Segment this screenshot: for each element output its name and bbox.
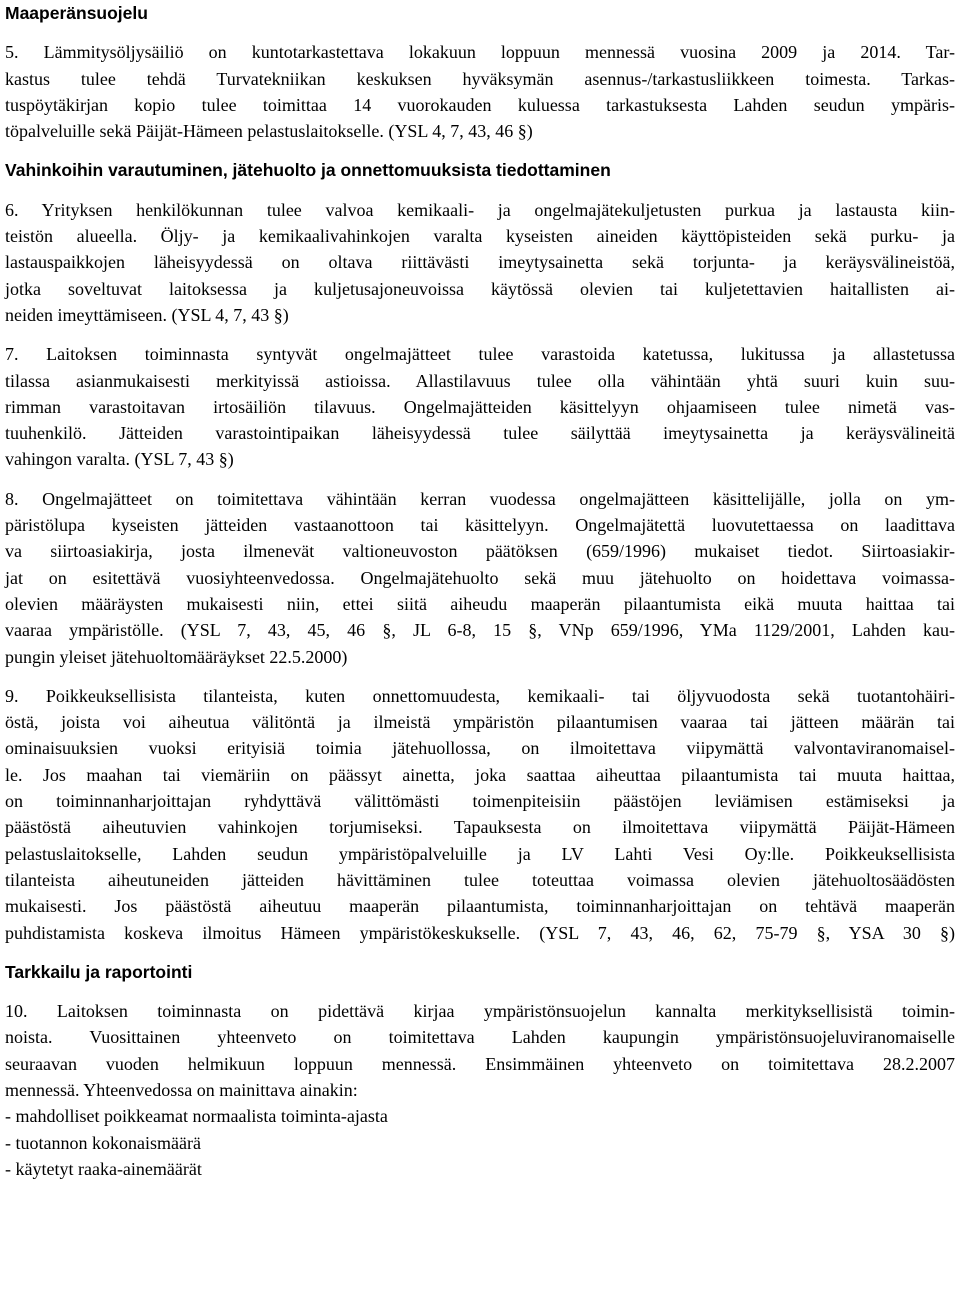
text-line: 10. Laitoksen toiminnasta on pidettävä kirjaa ympäristönsuojelun kannalta merkityksellisistä toimin- [5,1001,955,1022]
text-line: puhdistamista koskeva ilmoitus Hämeen ympäristökeskukselle. (YSL 7, 43, 46, 62, 75-79 §, YSA 30 §) [5,922,955,943]
text-line: tilanteista aiheutuneiden jätteiden hävittäminen tulee toteuttaa voimassa olevien jätehuoltosäädösten [5,869,955,890]
text-line: pungin yleiset jätehuoltomääräykset 22.5.2000) [5,646,348,667]
text-line: päristölupa kyseisten jätteiden vastaanottoon tai käsittelyyn. Ongelmajätettä luovutettaessa on laadittava [5,515,955,536]
text-line: tuuhenkilö. Jätteiden varastointipaikan läheisyydessä tulee säilyttää imeytysainetta ja keräysvälineitä [5,423,955,444]
text-line: 6. Yrityksen henkilökunnan tulee valvoa kemikaali- ja ongelmajätekuljetusten purkua ja lastausta kiin- [5,199,955,220]
document-page [5,0,955,1182]
text-line: ominaisuuksien vuoksi erityisiä toimia jätehuollossa, on ilmoitettava viipymättä valvontaviranomaisel- [5,738,955,759]
text-line: noista. Vuosittainen yhteenveto on toimitettava Lahden kaupungin ympäristönsuojeluviranomaiselle [5,1027,955,1048]
text-line: tilassa asianmukaisesti merkityissä astioissa. Allastilavuus tulee olla vähintään yhtä suuri kuin suu- [5,370,955,391]
text-line: vaaraa ympäristölle. (YSL 7, 43, 45, 46 §, JL 6-8, 15 §, VNp 659/1996, YMa 1129/2001, Lahden kau- [5,620,955,641]
paragraph-8 [5,486,955,670]
text-line: 5. Lämmitysöljysäiliö on kuntotarkastettava lokakuun loppuun mennessä vuosina 2009 ja 2014. Tar- [5,42,955,63]
text-line: vahingon varalta. (YSL 7, 43 §) [5,449,234,470]
text-line: jotka soveltuvat laitoksessa ja kuljetusajoneuvoissa käytössä olevien tai kuljetettavien haitallisten ai- [5,278,955,299]
text-line: töpalveluille sekä Päijät-Hämeen pelastuslaitokselle. (YSL 4, 7, 43, 46 §) [5,121,533,142]
text-line: kastus tulee tehdä Turvatekniikan keskuksen hyväksymän asennus-/tarkastusliikkeen toimesta. Tarkas- [5,68,955,89]
text-line: 7. Laitoksen toiminnasta syntyvät ongelmajätteet tulee varastoida katetussa, lukitussa ja allastetussa [5,344,955,365]
paragraph-5 [5,39,955,144]
text-line: seuraavan vuoden helmikuun loppuun mennessä. Ensimmäinen yhteenveto on toimitettava 28.2.2007 [5,1053,955,1074]
text-line: 9. Poikkeuksellisista tilanteista, kuten onnettomuudesta, kemikaali- tai öljyvuodosta sekä tuotantohäiri- [5,685,955,706]
list-item: - tuotannon kokonaismäärä [5,1132,201,1153]
text-line: neiden imeyttämiseen. (YSL 4, 7, 43 §) [5,304,289,325]
text-line: olevien määräysten mukaisesti niin, ettei siitä aiheudu maaperän pilaantumista eikä muuta haittaa tai [5,593,955,614]
section-heading-monitoring-reporting: Tarkkailu ja raportointi [5,961,193,982]
text-line: pelastuslaitokselle, Lahden seudun ympäristöpalveluille ja LV Lahti Vesi Oy:lle. Poikkeuksellisista [5,843,955,864]
list-item: - mahdolliset poikkeamat normaalista toiminta-ajasta [5,1106,388,1127]
section-heading-preparedness-waste: Vahinkoihin varautuminen, jätehuolto ja onnettomuuksista tiedottaminen [5,160,611,181]
paragraph-10 [5,998,955,1182]
text-line: jat on esitettävä vuosiyhteenvedossa. Ongelmajätehuolto sekä muu jätehuolto on hoidettava voimassa- [5,567,955,588]
list-item: - käytetyt raaka-ainemäärät [5,1158,202,1179]
text-line: le. Jos maahan tai viemäriin on päässyt ainetta, joka saattaa aiheuttaa pilaantumista tai muuta haittaa, [5,764,955,785]
text-line: tuspöytäkirjan kopio tulee toimittaa 14 vuorokauden kuluessa tarkastuksesta Lahden seudun ympäris- [5,94,955,115]
text-line: lastauspaikkojen läheisyydessä on oltava riittävästi imeytysainetta sekä torjunta- ja keräysvälineistöä, [5,252,955,273]
text-line: päästöstä aiheutuvien vahinkojen torjumiseksi. Tapauksesta on ilmoitettava viipymättä Päijät-Hämeen [5,817,955,838]
text-line: va siirtoasiakirja, josta ilmenevät valtioneuvoston päätöksen (659/1996) mukaiset tiedot. Siirtoasiakir- [5,541,955,562]
text-line: mennessä. Yhteenvedossa on mainittava ainakin: [5,1079,358,1100]
paragraph-6 [5,197,955,328]
text-line: 8. Ongelmajätteet on toimitettava vähintään kerran vuodessa ongelmajätteen käsittelijälle, jolla on ym- [5,488,955,509]
paragraph-7 [5,341,955,472]
text-line: rimman varastoitavan irtosäiliön tilavuus. Ongelmajätteiden käsittelyyn ohjaamiseen tulee nimetä vas- [5,396,955,417]
text-line: teistön alueella. Öljy- ja kemikaalivahinkojen varalta kyseisten aineiden käyttöpisteiden sekä purku- ja [5,226,955,247]
text-line: östä, joista voi aiheutua välitöntä ja ilmeistä ympäristön pilaantumisen vaaraa tai jätteen määrän tai [5,712,955,733]
paragraph-9 [5,683,955,946]
text-line: on toiminnanharjoittajan ryhdyttävä välittömästi toimenpiteisiin päästöjen leviämisen estämiseksi ja [5,791,955,812]
text-line: mukaisesti. Jos päästöstä aiheutuu maaperän pilaantumista, toiminnanharjoittajan on tehtävä maaperän [5,896,955,917]
section-heading-soil-protection: Maaperänsuojelu [5,3,148,23]
